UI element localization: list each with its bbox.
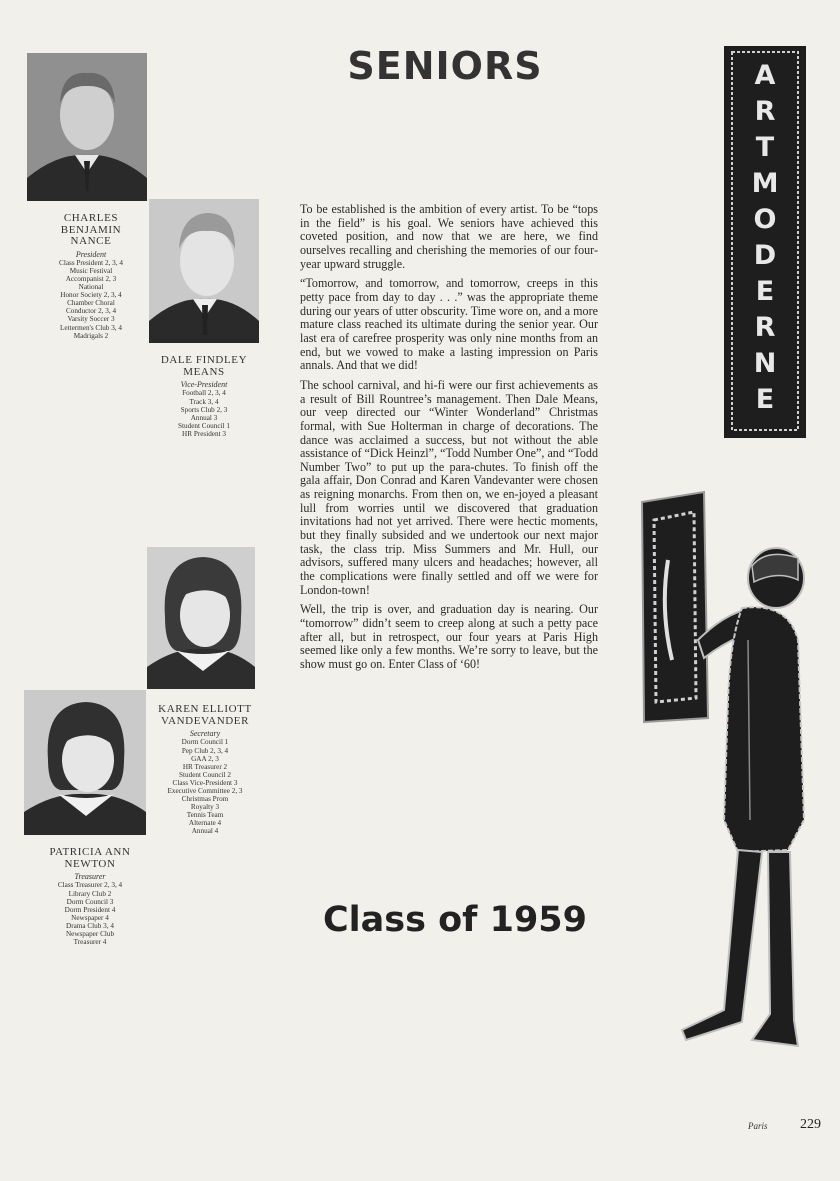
banner-letter: M <box>751 168 779 199</box>
activity: Varsity Soccer 3 <box>67 315 115 324</box>
activity: Football 2, 3, 4 <box>182 389 226 398</box>
student-name: NEWTON <box>64 857 116 870</box>
activity: Newspaper 4 <box>71 913 109 922</box>
banner-letter: A <box>754 60 776 91</box>
footer-publication: Paris <box>748 1121 768 1131</box>
student-office: Vice-President <box>180 380 228 390</box>
paragraph: “Tomorrow, and tomorrow, and tomorrow, creeps in this petty pace from day to day . . .” was the appropriate theme during our years of utter obscurity. Time wore on, and a more mature class reached its ultimate during the senior year. Our last era of carefree prosperity was only nine months from an end, but we vowed to make a lasting impression on Paris annals. And that we did! <box>300 276 598 373</box>
activity: Alternate 4 <box>188 819 222 828</box>
activity: HR Treasurer 2 <box>182 762 228 771</box>
student-name: CHARLES <box>63 212 119 224</box>
class-heading: Class of 1959 <box>322 900 588 940</box>
activity: Dorm Council 1 <box>181 738 229 747</box>
activity: Student Council 1 <box>178 421 230 430</box>
portrait-image <box>149 199 259 343</box>
student-name: MEANS <box>183 365 225 378</box>
paragraph: To be established is the ambition of every artist. To be “tops in the field” is his goal. We seniors have achieved this coveted position, and now that we are here, we find ourselves recalling and cherishing the memories of our four-year upward struggle. <box>300 202 598 271</box>
student-name: VANDEVANDER <box>160 714 250 727</box>
activity: Drama Club 3, 4 <box>66 921 114 930</box>
portrait-karen-vandevander <box>147 547 255 689</box>
banner-letter: E <box>755 384 775 415</box>
activity: Class President 2, 3, 4 <box>59 259 123 268</box>
activity: Student Council 2 <box>179 770 231 779</box>
activity: Library Club 2 <box>68 889 112 898</box>
banner-letter: R <box>754 96 776 127</box>
banner-letter: T <box>755 132 775 163</box>
activity: Chamber Choral <box>67 299 115 308</box>
artist-figure-illustration <box>638 490 813 1055</box>
banner-letter: N <box>753 348 777 379</box>
activity: National <box>78 283 104 292</box>
portrait-dale-means <box>149 199 259 343</box>
activity: Honor Society 2, 3, 4 <box>60 291 122 300</box>
banner-graphic <box>724 46 806 438</box>
caption-patricia-newton <box>27 847 153 946</box>
student-name: PATRICIA ANN <box>49 846 131 858</box>
student-office: Secretary <box>189 729 221 739</box>
student-name: DALE FINDLEY <box>160 354 248 366</box>
activity: Class Treasurer 2, 3, 4 <box>57 881 123 890</box>
art-moderne-banner <box>724 46 806 438</box>
portrait-image <box>27 53 147 201</box>
banner-letter: D <box>753 240 777 271</box>
activity: Royalty 3 <box>190 802 220 811</box>
activity: Music Festival <box>69 267 113 276</box>
student-name: NANCE <box>70 235 112 248</box>
activity: Annual 3 <box>190 413 218 422</box>
caption-dale-means <box>142 355 266 438</box>
activity: Christmas Prom <box>181 794 229 803</box>
paragraph: Well, the trip is over, and graduation day is nearing. Our “tomorrow” didn’t seem to creep along at such a petty pace after all, but in retrospect, our four years at Paris High seemed like only a few months. We’re sorry to leave, but the show must go on. Enter Class of ‘60! <box>300 602 598 671</box>
student-name: BENJAMIN <box>60 223 122 236</box>
paragraph: The school carnival, and hi-fi were our first achievements as a result of Bill Rountree’s management. Then Dale Means, our veep directed our “Winter Wonderland” Christmas formal, with Sue Holterman in charge of decorations. The dance was acclaimed a success, but not without the able assistance of “Dick Heinzl”, “Todd Number One”, and “Todd Number Two” to put up the para-chutes. To finish off the gala affair, Don Conrad and Karen Vandevanter were chosen as reigning monarchs. From then on, we en-joyed a pleasant lull from worries until we discovered that graduation invitations had not yet arrived. There were hectic moments, but they finally subsided and we undertook our next major task, the class trip. Miss Summers and Mr. Hull, our advisors, suffered many ulcers and headaches; however, all the complications were finally settled and off we were for London-town! <box>300 377 598 597</box>
activity: Tennis Team <box>186 811 224 820</box>
activity: Track 3, 4 <box>189 397 219 406</box>
student-office: Treasurer <box>74 872 106 882</box>
activity: Lettermen's Club 3, 4 <box>60 323 122 332</box>
article-body <box>300 203 598 678</box>
activity: Dorm President 4 <box>64 905 116 914</box>
activity: Pep Club 2, 3, 4 <box>181 746 229 755</box>
activity: Dorm Council 3 <box>66 897 114 906</box>
portrait-charles-nance <box>27 53 147 201</box>
activity: Sports Club 2, 3 <box>180 405 228 414</box>
caption-karen-vandevander <box>140 704 270 835</box>
activity: HR President 3 <box>182 429 226 438</box>
caption-charles-nance <box>28 213 154 340</box>
banner-letter: O <box>753 204 777 235</box>
portrait-image <box>147 547 255 689</box>
activity: Annual 4 <box>191 827 219 836</box>
portrait-patricia-newton <box>24 690 146 835</box>
activity: Accompanist 2, 3 <box>65 275 117 284</box>
page-title: SENIORS <box>347 44 543 88</box>
student-name: KAREN ELLIOTT <box>158 703 252 715</box>
activity: Newspaper Club <box>65 929 115 938</box>
activity: GAA 2, 3 <box>191 754 219 763</box>
page-number: 229 <box>800 1117 821 1132</box>
activity: Executive Committee 2, 3 <box>167 786 243 795</box>
portrait-image <box>24 690 146 835</box>
activity: Treasurer 4 <box>73 937 107 946</box>
banner-letter: E <box>755 276 775 307</box>
activity: Conductor 2, 3, 4 <box>65 307 117 316</box>
figure-graphic <box>638 490 813 1055</box>
activity: Madrigals 2 <box>73 331 109 340</box>
banner-letter: R <box>754 312 776 343</box>
activity: Class Vice-President 3 <box>172 778 238 787</box>
student-office: President <box>75 249 107 259</box>
